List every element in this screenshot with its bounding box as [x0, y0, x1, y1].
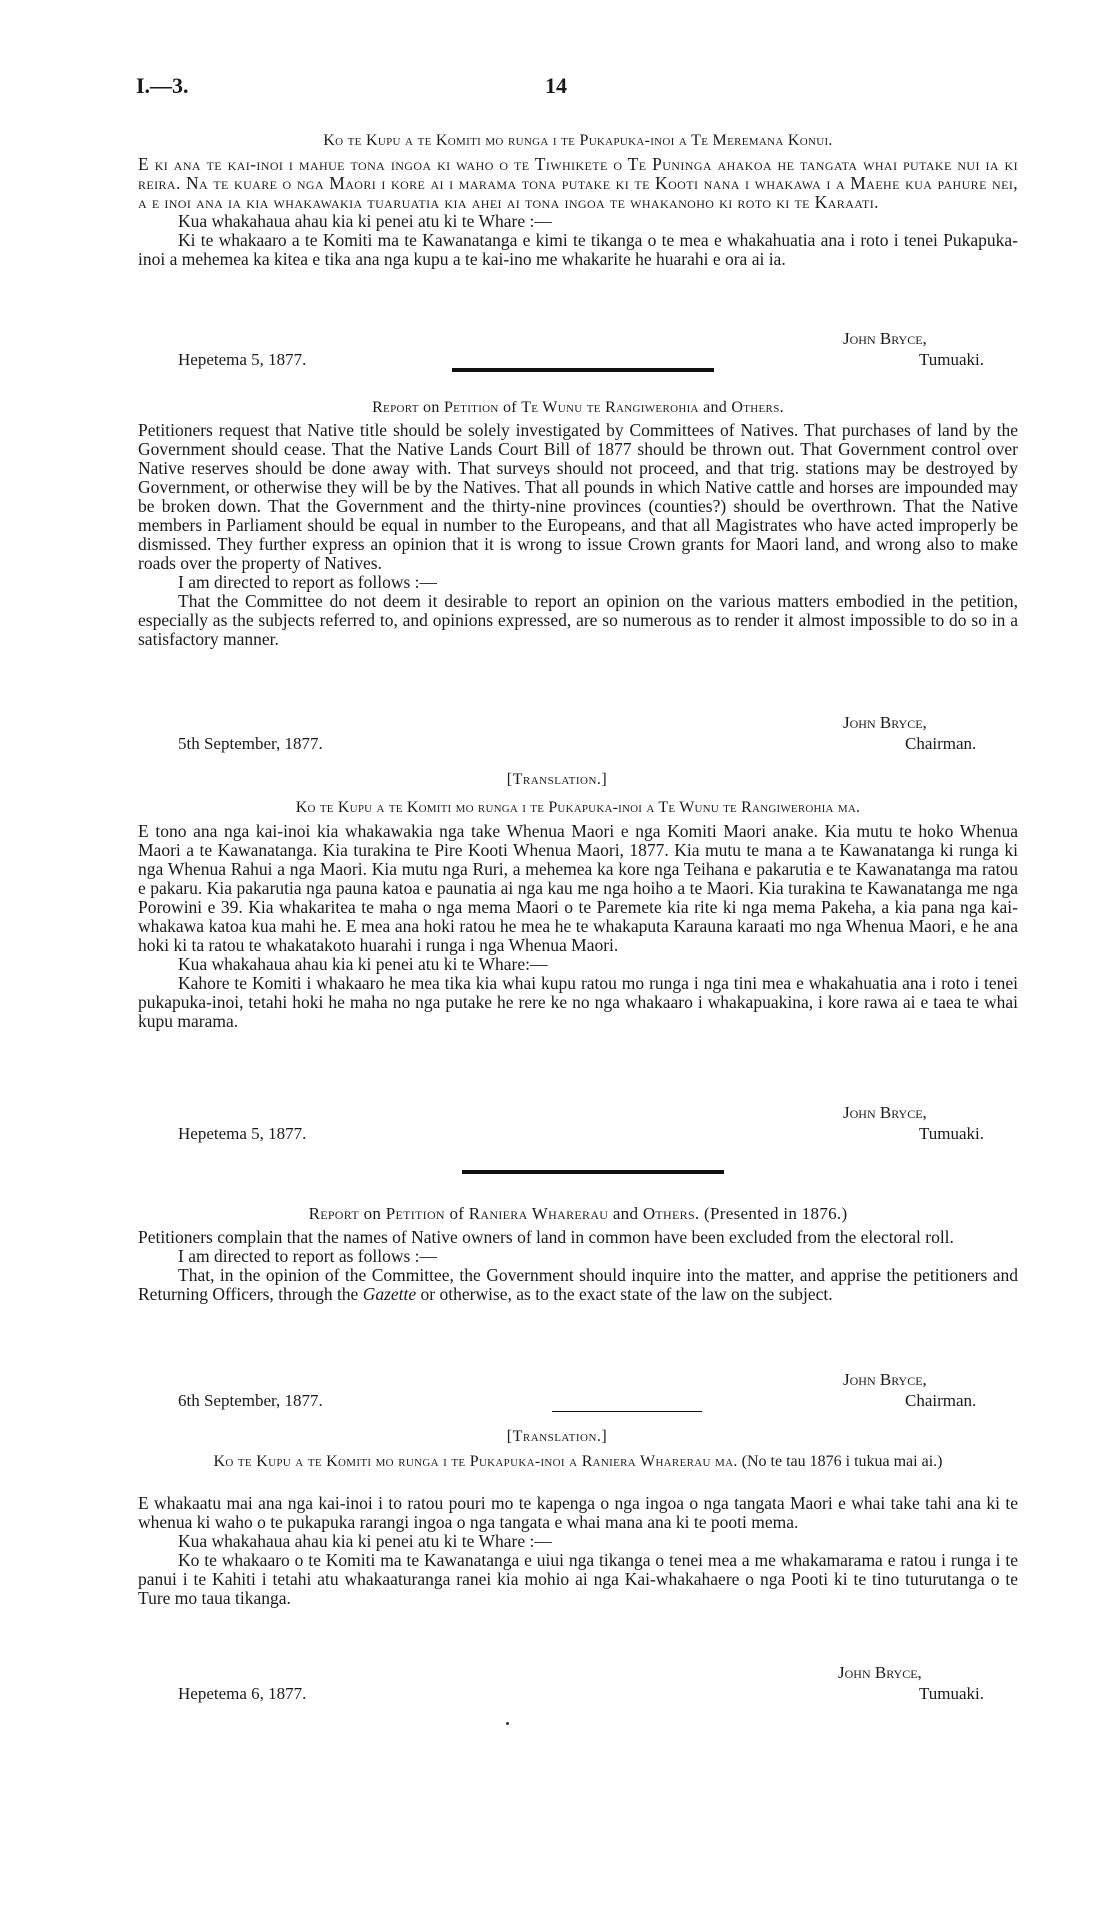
title-word: and: [703, 399, 728, 416]
signature-role: Chairman.: [905, 1391, 977, 1410]
paragraph: Ko te whakaaro o te Komiti ma te Kawanatanga e uiui nga tikanga o tenei mea a me whakamarama e ratou i runga i te panui i te Kahiti i tetahi atu whakaaturanga ranei kia mohio ai nga Kai-whakahaere o nga Pooti ki te tino tuturutanga o te Ture mo taua tikanga.: [138, 1550, 1018, 1608]
paragraph: That the Committee do not deem it desirable to report an opinion on the various matters embodied in the petition, especially as the subjects referred to, and opinions expressed, are so numerous as to render it almost impossible to do so in a satisfactory manner.: [138, 591, 1018, 649]
signature-date: Hepetema 5, 1877.: [178, 350, 307, 369]
gazette-italic: Gazette: [362, 1284, 417, 1304]
section-body-translation: [138, 822, 1018, 1031]
signature-date: 6th September, 1877.: [178, 1391, 323, 1410]
translation-label: [Translation.]: [506, 771, 608, 788]
page-number: 14: [545, 73, 567, 98]
section-title-rangiwerohia: [138, 398, 1018, 417]
paragraph: I am directed to report as follows :—: [178, 572, 438, 592]
short-rule: [552, 1411, 702, 1412]
signature-name: John Bryce,: [843, 329, 927, 348]
section-title-konui: Ko te Kupu a te Komiti mo runga i te Pukapuka-inoi a Te Meremana Konui.: [323, 132, 833, 149]
printers-mark: [506, 1722, 509, 1725]
paragraph: Kua whakahaua ahau kia ki penei atu ki te Whare :—: [178, 1531, 552, 1551]
paragraph: Kua whakahaua ahau kia ki penei atu ki te Whare :—: [178, 211, 552, 231]
signature-role: Chairman.: [905, 734, 977, 753]
paragraph: Petitioners complain that the names of Native owners of land in common have been excluded from the electoral roll.: [138, 1227, 954, 1247]
paragraph: E whakaatu mai ana nga kai-inoi i to ratou pouri mo te kapenga o nga ingoa o nga tangata Maori e whai take tahi ana ki te whenua ki waho o te pukapuka rarangi ingoa o nga tangata e whai mana ana ki te pooti mema.: [138, 1493, 1018, 1532]
signature-name: John Bryce,: [843, 713, 927, 732]
paragraph-text: or otherwise, as to the exact state of the law on the subject.: [420, 1284, 833, 1304]
section-body-wharerau: [138, 1228, 1018, 1304]
paragraph: [138, 1266, 1018, 1304]
paragraph-text: E ki ana te kai-inoi i mahue tona ingoa ki waho o te Tiwhikete o Te Puninga ahakoa he tangata whai putake nui ia ki reira. Na te kuare o nga Maori i kore ai i marama tona putake ki te Kooti nana i whakawa i a Maehe kua pahure nei, a e inoi ana ia kia whakawakia tuaruatia kia ahei ai tona ingoa te whakanoho ki roto ki te Karaati.: [138, 154, 1018, 212]
translation-label: [Translation.]: [506, 1428, 608, 1445]
title-word: Petition: [443, 399, 499, 416]
signature-role: Tumuaki.: [919, 1684, 985, 1703]
title-word: on: [363, 1204, 382, 1223]
paragraph: Kua whakahaua ahau kia ki penei atu ki te Whare:—: [178, 954, 548, 974]
title-word: Others.: [642, 1204, 700, 1223]
section-title-translation: Ko te Kupu a te Komiti mo runga i te Pukapuka-inoi a Te Wunu te Rangiwerohia ma.: [295, 799, 861, 816]
document-reference: I.—3.: [136, 73, 189, 98]
title-note: (No te tau 1876 i tukua mai ai.): [741, 1453, 943, 1470]
paragraph: E tono ana nga kai-inoi kia whakawakia nga take Whenua Maori e nga Komiti Maori anake. Kia mutu te hoko Whenua Maori a te Kawanatanga. Kia turakina te Pire Kooti Whenua Maori, 1877. Kia mutu te mana a te Kawanatanga ki runga ki nga Whenua Rahui a nga Maori. Kia mutu nga Ruri, a mehemea ka kore nga Teihana e pakarutia e te Kawanatanga ma ratou e pakaru. Kia pakarutia nga pauna katoa e paunatia ai nga kau me nga hoiho a te Maori. Kia turakina te Kawanatanga me nga Porowini e 39. Kia whakaritea te maha o nga mema Maori o te Paremete kia rite ki nga mema Pakeha, a kia pana nga kai-whakawa katoa kua mahi he. E mea ana hoki ratou he mea he te whakaputa Karauna karaati mo nga Whenua Maori, e he ana hoki ki ta ratou te whakatakoto huarahi i runga i nga Whenua Maori.: [138, 821, 1018, 955]
title-word: Report: [372, 399, 419, 416]
signature-name: John Bryce,: [838, 1663, 922, 1682]
section-body-konui: [138, 155, 1018, 269]
paragraph: I am directed to report as follows :—: [178, 1246, 438, 1266]
title-name: Te Wunu te Rangiwerohia: [521, 399, 699, 416]
signature-role: Tumuaki.: [919, 350, 985, 369]
signature-date: Hepetema 6, 1877.: [178, 1684, 307, 1703]
signature-date: 5th September, 1877.: [178, 734, 323, 753]
title-word: Petition: [385, 1204, 445, 1223]
title-text: Ko te Kupu a te Komiti mo runga i te Pukapuka-inoi a Raniera Wharerau ma.: [213, 1453, 738, 1470]
title-word: of: [449, 1204, 465, 1223]
paragraph: Petitioners request that Native title should be solely investigated by Committees of Natives. That purchases of land by the Government should cease. That the Native Lands Court Bill of 1877 should be thrown out. That Government control over Native reserves should be done away with. That surveys should not proceed, and that trig. stations may be destroyed by Government, or otherwise they will be by the Natives. That all pounds in which Native cattle and horses are impounded may be broken down. That the Government and the thirty-nine provinces (counties?) should be overthrown. That the Native members in Parliament should be equal in number to the Europeans, and that all Magistrates who have acted improperly be dismissed. They further express an opinion that it is wrong to issue Crown grants for Maori land, and wrong also to make roads over the property of Natives.: [138, 420, 1018, 573]
title-name: Raniera Wharerau: [468, 1204, 609, 1223]
section-title-wharerau: [138, 1204, 1018, 1223]
signature-name: John Bryce,: [843, 1103, 927, 1122]
title-word: Others.: [731, 399, 784, 416]
signature-name: John Bryce,: [843, 1370, 927, 1389]
section-body-translation-2: [138, 1494, 1018, 1608]
title-word: on: [423, 399, 440, 416]
paragraph: [138, 155, 1018, 212]
signature-date: Hepetema 5, 1877.: [178, 1124, 307, 1143]
paragraph-text: That, in the opinion of the Committee, the Government should inquire into the matter, and apprise the petitioners and Returning Officers, through the: [138, 1265, 1018, 1304]
title-word: of: [502, 399, 517, 416]
section-divider: [462, 1170, 724, 1174]
section-divider: [452, 368, 714, 372]
title-word: Report: [308, 1204, 359, 1223]
paragraph: Ki te whakaaro a te Komiti ma te Kawanatanga e kimi te tikanga o te mea e whakahuatia ana i roto i tenei Pukapuka-inoi a mehemea ka kitea e tika ana nga kupu a te kai-ino me whakarite he huarahi e ora ai ia.: [138, 230, 1018, 269]
section-body-rangiwerohia: [138, 421, 1018, 649]
title-word: and: [612, 1204, 639, 1223]
paragraph: Kahore te Komiti i whakaaro he mea tika kia whai kupu ratou mo runga i nga tini mea e whakahuatia ana i roto i tenei pukapuka-inoi, tetahi hoki he maha no nga putake he rere ke no nga whakaaro i whakapuakina, i kore rawa ai e taea te whai kupu marama.: [138, 973, 1018, 1031]
signature-role: Tumuaki.: [919, 1124, 985, 1143]
section-title-translation-2: [138, 1452, 1018, 1471]
title-note: (Presented in 1876.): [704, 1204, 848, 1223]
